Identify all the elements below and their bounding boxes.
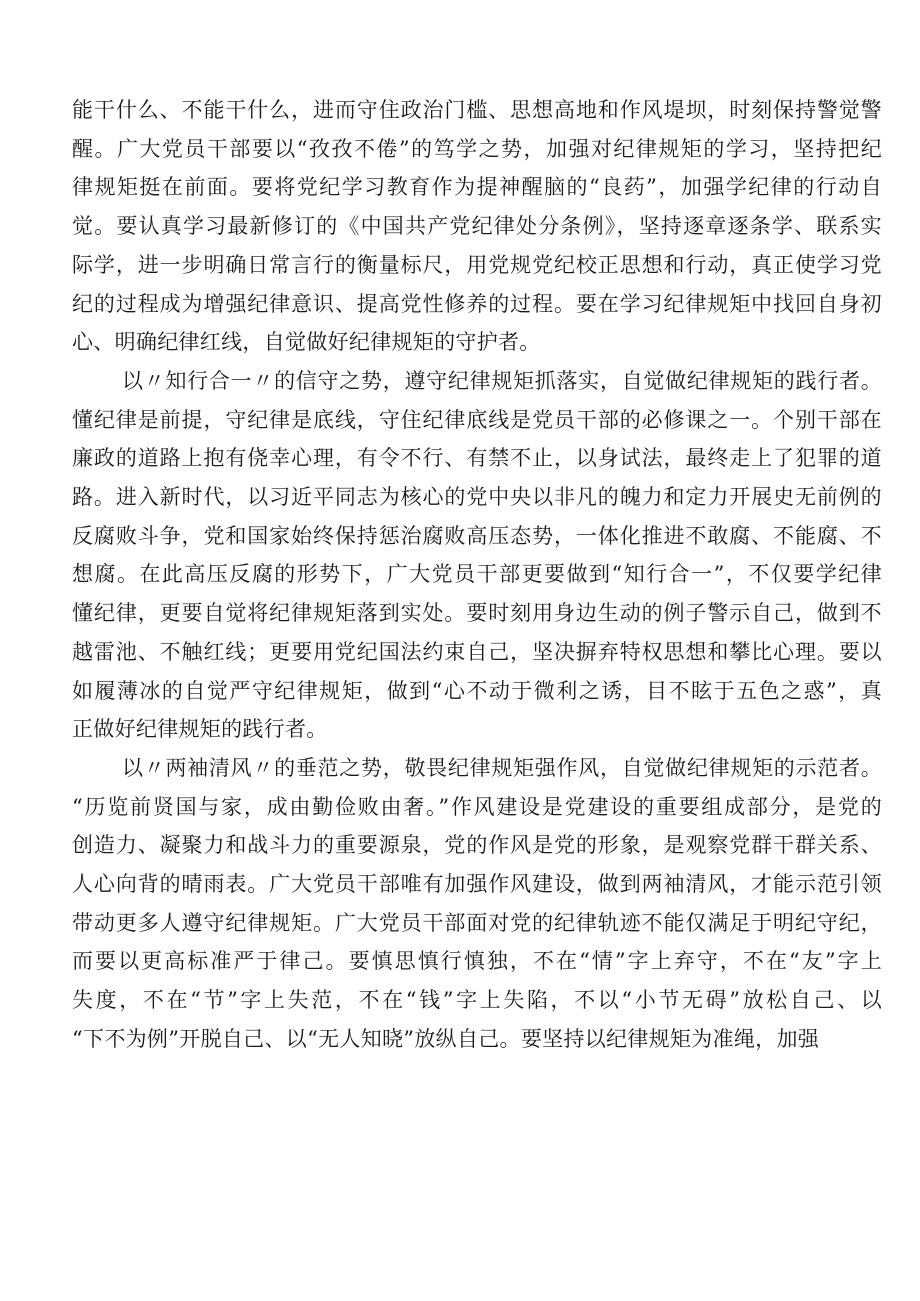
paragraph-1 [72,91,882,362]
text-line: 路。进入新时代，以习近平同志为核心的党中央以非凡的魄力和定力开展史无前例的 [72,485,882,510]
text-line: 人心向背的晴雨表。广大党员干部唯有加强作风建设，做到两袖清风，才能示范引领 [72,872,882,897]
text-line: 纪的过程成为增强纪律意识、提高党性修养的过程。要在学习纪律规矩中找回自身初 [72,291,882,316]
text-line: 想腐。在此高压反腐的形势下，广大党员干部更要做到“知行合一”，不仅要学纪律 [72,562,882,587]
text-line: 以〃两袖清风〃的垂范之势，敬畏纪律规矩强作风，自觉做纪律规矩的示范者。 [122,755,882,780]
text-line: 以〃知行合一〃的信守之势，遵守纪律规矩抓落实，自觉做纪律规矩的践行者。 [122,368,882,393]
text-line: “下不为例”开脱自己、以“无人知晓”放纵自己。要坚持以纪律规矩为准绳，加强 [72,1026,820,1051]
text-line: 廉政的道路上抱有侥幸心理，有令不行、有禁不止，以身试法，最终走上了犯罪的道 [72,446,882,471]
text-line: 失度，不在“节”字上失范，不在“钱”字上失陷，不以“小节无碍”放松自己、以 [72,988,882,1013]
text-line: “历览前贤国与家，成由勤俭败由奢。”作风建设是党建设的重要组成部分，是党的 [72,794,882,819]
paragraph-2 [72,362,882,749]
text-line: 醒。广大党员干部要以“孜孜不倦”的笃学之势，加强对纪律规矩的学习，坚持把纪 [72,136,882,161]
text-line: 创造力、凝聚力和战斗力的重要源泉，党的作风是党的形象，是观察党群干群关系、 [72,833,882,858]
text-line: 懂纪律是前提，守纪律是底线，守住纪律底线是党员干部的必修课之一。个别干部在 [72,407,882,432]
text-line: 能干什么、不能干什么，进而守住政治门槛、思想高地和作风堤坝，时刻保持警觉警 [72,98,882,122]
document-body [72,91,882,1059]
text-line: 懂纪律，更要自觉将纪律规矩落到实处。要时刻用身边生动的例子警示自己，做到不 [72,601,882,626]
text-line: 际学，进一步明确日常言行的衡量标尺，用党规党纪校正思想和行动，真正使学习党 [72,252,882,277]
paragraph-3 [72,749,882,1059]
text-line: 如履薄冰的自觉严守纪律规矩，做到“心不动于微利之诱，目不眩于五色之惑”，真 [72,678,882,703]
text-line: 正做好纪律规矩的践行者。 [72,717,328,742]
text-line: 而要以更高标准严于律己。要慎思慎行慎独，不在“情”字上弃守，不在“友”字上 [72,949,882,974]
text-line: 心、明确纪律红线，自觉做好纪律规矩的守护者。 [72,330,541,355]
text-line: 觉。要认真学习最新修订的《中国共产党纪律处分条例》，坚持逐章逐条学、联系实 [72,214,882,239]
text-line: 律规矩挺在前面。要将党纪学习教育作为提神醒脑的“良药”，加强学纪律的行动自 [72,175,882,200]
text-line: 带动更多人遵守纪律规矩。广大党员干部面对党的纪律轨迹不能仅满足于明纪守纪， [72,910,882,935]
text-line: 反腐败斗争，党和国家始终保持惩治腐败高压态势，一体化推进不敢腐、不能腐、不 [72,523,882,548]
text-line: 越雷池、不触红线；更要用党纪国法约束自己，坚决摒弃特权思想和攀比心理。要以 [72,639,882,664]
